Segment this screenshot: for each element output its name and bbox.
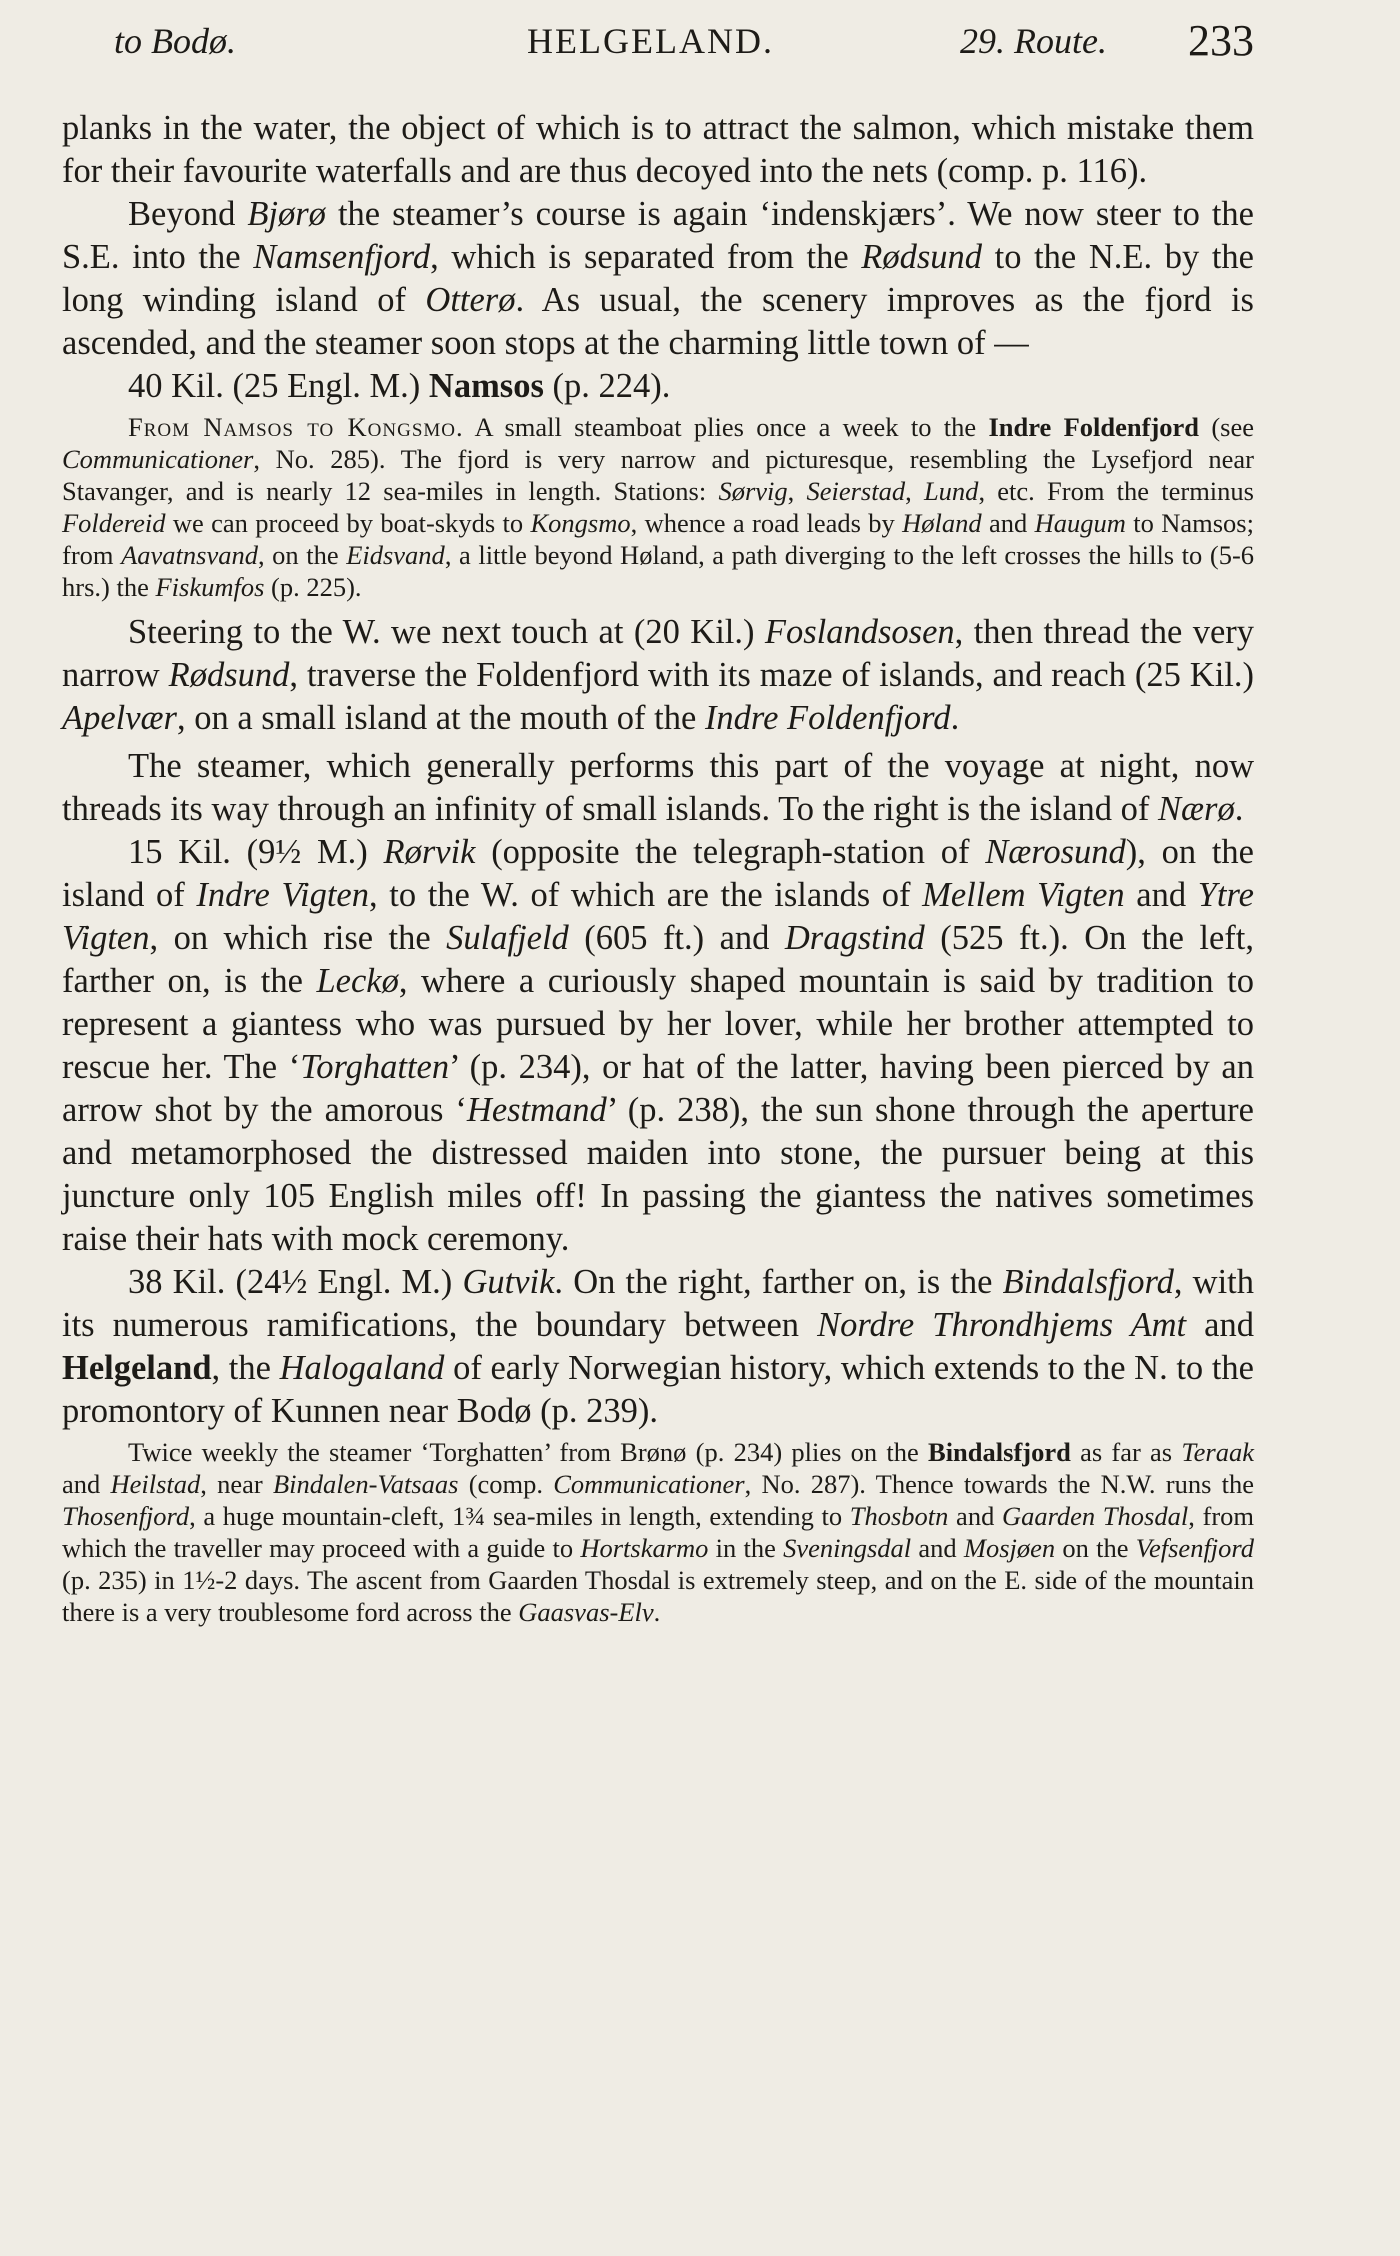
italic-text: Nærosund: [985, 833, 1126, 871]
italic-text: Gutvik: [462, 1263, 555, 1301]
italic-text: Communicationer: [62, 444, 254, 474]
paragraph: [62, 611, 1254, 740]
text-run: Beyond: [128, 195, 248, 233]
smallcaps-heading: From Namsos to Kongsmo.: [128, 412, 464, 442]
header-left: to Bodø.: [114, 21, 236, 61]
italic-text: Lund: [923, 476, 979, 506]
italic-text: Fiskumfos: [155, 572, 265, 602]
italic-text: Gaarden Thosdal: [1001, 1501, 1189, 1531]
text-run: , on a small island at the mouth of the: [176, 699, 705, 737]
italic-text: Sørvig: [718, 476, 788, 506]
text-run: .: [653, 1597, 661, 1627]
text-run: , a little beyond Høland, a path diverging to the left crosses the hills to (5-6 hrs.) the: [62, 540, 1255, 602]
text-run: and: [62, 1469, 111, 1499]
text-run: A small steamboat plies once a week to the: [463, 412, 989, 442]
text-run: . On the right, farther on, is the: [554, 1263, 1003, 1301]
text-run: in the: [708, 1533, 784, 1563]
italic-text: Indre Vigten: [196, 876, 369, 914]
italic-text: Teraak: [1181, 1437, 1255, 1467]
footnote-paragraph: [62, 411, 1254, 603]
italic-text: Eidsvand: [346, 540, 445, 570]
text-run: and: [1186, 1306, 1254, 1344]
italic-text: Aavatnsvand: [121, 540, 258, 570]
bold-text: Helgeland: [62, 1349, 212, 1387]
text-run: , the: [211, 1349, 280, 1387]
text-run: ,: [905, 476, 924, 506]
text-run: , which is separated from the: [430, 238, 862, 276]
text-run: 40 Kil. (25 Engl. M.): [128, 367, 429, 405]
italic-text: Namsenfjord: [253, 238, 431, 276]
text-run: , near: [200, 1469, 273, 1499]
italic-text: Vefsenfjord: [1135, 1533, 1255, 1563]
italic-text: Kongsmo: [530, 508, 631, 538]
italic-text: Bindalsfjord: [1002, 1263, 1174, 1301]
paragraph: [62, 107, 1254, 193]
italic-text: Sulafjeld: [446, 919, 569, 957]
italic-text: Seierstad: [806, 476, 906, 506]
italic-text: Halogaland: [279, 1349, 445, 1387]
italic-text: Leckø: [316, 962, 399, 1000]
italic-text: Nærø: [1158, 790, 1235, 828]
italic-text: Dragstind: [784, 919, 925, 957]
text-run: , No. 287). Thence towards the N.W. runs the: [744, 1469, 1254, 1499]
italic-text: Høland: [902, 508, 982, 538]
page-number: 233: [1188, 16, 1254, 65]
text-run: Twice weekly the steamer ‘Torghatten’ from Brønø (p. 234) plies on the: [128, 1437, 929, 1467]
italic-text: Rødsund: [168, 656, 290, 694]
italic-text: Heilstad: [110, 1469, 201, 1499]
text-run: ), on the island of: [62, 833, 1254, 914]
italic-text: Mellem Vigten: [922, 876, 1125, 914]
text-run: The steamer, which generally performs this part of the voyage at night, now threads its way through an infinity of small islands. To the right is the island of: [62, 747, 1254, 828]
text-run: , then thread the very narrow: [62, 613, 1255, 694]
footnote-paragraph: [62, 1436, 1254, 1628]
text-run: .: [950, 699, 960, 737]
text-run: and: [1124, 876, 1198, 914]
italic-text: Bjørø: [247, 195, 326, 233]
text-run: the steamer’s course is again ‘indenskjærs’. We now steer to the S.E. into the: [62, 195, 1254, 276]
running-header: [62, 16, 1254, 66]
text-run: , on the: [257, 540, 347, 570]
italic-text: Gaasvas-Elv: [518, 1597, 654, 1627]
italic-text: Apelvær: [62, 699, 177, 737]
text-run: (p. 225).: [264, 572, 362, 602]
italic-text: Ytre Vigten: [62, 876, 1254, 957]
italic-text: Bindalen-Vatsaas: [272, 1469, 459, 1499]
paragraph: [62, 1261, 1254, 1433]
text-run: and: [911, 1533, 964, 1563]
text-run: , where a curiously shaped mountain is said by tradition to represent a giantess who was pursued by her lover, while her brother attempted to rescue her. The ‘: [62, 962, 1254, 1086]
text-run: Steering to the W. we next touch at (20 Kil.): [128, 613, 765, 651]
italic-text: Mosjøen: [963, 1533, 1056, 1563]
text-run: (comp.: [458, 1469, 554, 1499]
italic-text: Thosenfjord: [62, 1501, 190, 1531]
text-run: (opposite the telegraph-station of: [475, 833, 986, 871]
paragraph: [62, 831, 1254, 1261]
text-run: of early Norwegian history, which extends to the N. to the promontory of Kunnen near Bodø (p. 239).: [62, 1349, 1254, 1430]
text-run: 38 Kil. (24½ Engl. M.): [128, 1263, 463, 1301]
paragraph: [62, 365, 1254, 408]
text-run: we can proceed by boat-skyds to: [165, 508, 531, 538]
text-run: planks in the water, the object of which is to attract the salmon, which mistake them for their favourite waterfalls and are thus decoyed into the nets (comp. p. 116).: [62, 109, 1254, 190]
text-run: to Namsos; from: [62, 508, 1254, 570]
italic-text: Foslandsosen: [764, 613, 955, 651]
bold-text: Bindalsfjord: [928, 1437, 1071, 1467]
italic-text: Torghatten: [300, 1048, 450, 1086]
text-run: (605 ft.) and: [568, 919, 785, 957]
text-run: and: [981, 508, 1035, 538]
italic-text: Otterø: [425, 281, 516, 319]
italic-text: Foldereid: [62, 508, 166, 538]
italic-text: Rødsund: [861, 238, 983, 276]
text-run: on the: [1055, 1533, 1136, 1563]
text-run: ,: [787, 476, 807, 506]
text-run: as far as: [1070, 1437, 1182, 1467]
text-run: , a huge mountain-cleft, 1¾ sea-miles in length, extending to: [189, 1501, 850, 1531]
text-run: .: [1234, 790, 1244, 828]
header-title: HELGELAND.: [527, 21, 774, 61]
text-run: , on which rise the: [149, 919, 447, 957]
italic-text: Hortskarmo: [580, 1533, 709, 1563]
text-run: (525 ft.). On the left, farther on, is the: [62, 919, 1255, 1000]
paragraph: [62, 193, 1254, 365]
italic-text: Thosbotn: [849, 1501, 949, 1531]
text-run: , No. 285). The fjord is very narrow and picturesque, resembling the Lysefjord near Stavanger, and is nearly 12 sea-miles in length. Stations:: [62, 444, 1254, 506]
text-run: ’ (p. 234), or hat of the latter, having been pierced by an arrow shot by the amorous ‘: [62, 1048, 1254, 1129]
italic-text: Sveningsdal: [783, 1533, 912, 1563]
text-run: , etc. From the terminus: [978, 476, 1254, 506]
text-run: , with its numerous ramifications, the boundary between: [62, 1263, 1254, 1344]
text-run: , traverse the Foldenfjord with its maze of islands, and reach (25 Kil.): [289, 656, 1254, 694]
italic-text: Hestmand: [466, 1091, 607, 1129]
bold-text: Indre Foldenfjord: [988, 412, 1200, 442]
text-run: , whence a road leads by: [630, 508, 903, 538]
page-body: [62, 107, 1254, 1628]
italic-text: Communicationer: [553, 1469, 745, 1499]
text-run: to the N.E. by the long winding island of: [62, 238, 1254, 319]
text-run: , from which the traveller may proceed with a guide to: [62, 1501, 1255, 1563]
italic-text: Rørvik: [383, 833, 476, 871]
text-run: (p. 224).: [543, 367, 671, 405]
text-run: ’ (p. 238), the sun shone through the aperture and metamorphosed the distressed maiden into stone, the pursuer being at this juncture only 105 English miles off! In passing the giantess the natives sometimes raise their hats with mock ceremony.: [62, 1091, 1254, 1258]
text-run: and: [948, 1501, 1002, 1531]
italic-text: Haugum: [1034, 508, 1126, 538]
text-run: 15 Kil. (9½ M.): [128, 833, 384, 871]
italic-text: Indre Foldenfjord: [704, 699, 951, 737]
text-run: (p. 235) in 1½-2 days. The ascent from Gaarden Thosdal is extremely steep, and on the E. side of the mountain there is a very troublesome ford across the: [62, 1565, 1254, 1627]
text-run: . As usual, the scenery improves as the fjord is ascended, and the steamer soon stops at the charming little town of —: [62, 281, 1254, 362]
paragraph: [62, 745, 1254, 831]
text-run: , to the W. of which are the islands of: [368, 876, 923, 914]
text-run: (see: [1199, 412, 1254, 442]
bold-text: Namsos: [428, 367, 544, 405]
header-route: 29. Route.: [960, 21, 1107, 61]
italic-text: Nordre Throndhjems Amt: [817, 1306, 1187, 1344]
